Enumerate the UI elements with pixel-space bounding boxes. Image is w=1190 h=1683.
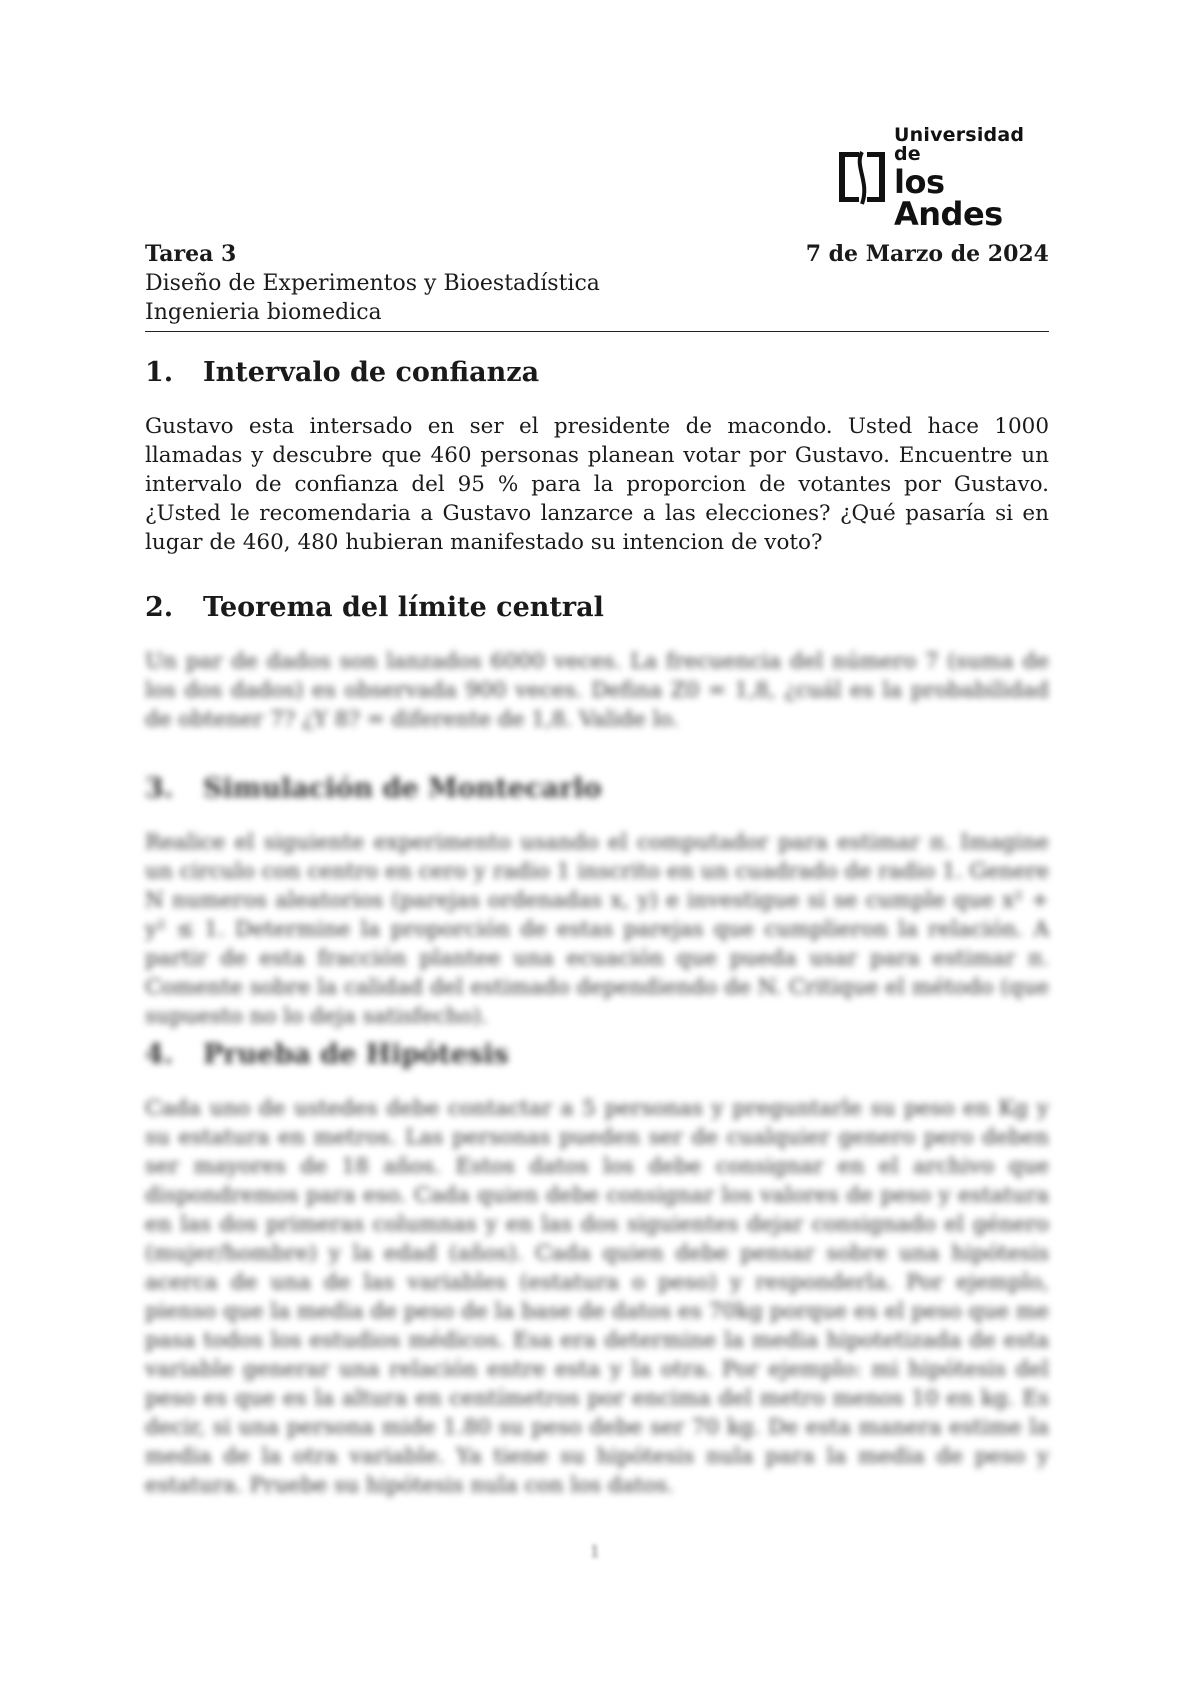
section-confidence-interval [145,356,1049,557]
section-number: 2. [145,592,174,623]
university-logo [836,124,1046,233]
section-title: Teorema del límite central [203,592,604,623]
logo-line-2: los Andes [894,163,1003,233]
section-title: Prueba de Hipótesis [203,1039,509,1070]
section-number: 1. [145,357,174,388]
course-name: Diseño de Experimentos y Bioestadística [145,271,600,296]
document-header [145,240,1049,332]
section-number: 4. [145,1039,174,1070]
section-body: Realice el siguiente experimento usando el computador para estimar π. Imagine un circulo con centro en cero y radio 1 inscrito en un cuadrado de radio 1. Genere N numeros aleatorios (parejas ordenadas x, y) e investigue si se cumple que x² + y² ≤ 1. Determine la proporción de estas parejas que cumplieron la relación. A partir de esta fracción plantee una ecuación que pueda usar para estimar π. Comente sobre la calidad del estimado dependiendo de N. Critique el método (que supuesto no lo deja satisfecho). [145,830,1049,1029]
section-body: Cada uno de ustedes debe contactar a 5 personas y preguntarle su peso en Kg y su estatura en metros. Las personas pueden ser de cualquier genero pero deben ser mayores de 18 años. Estos datos los debe consignar en el archivo que dispondremos para eso. Cada quien debe consignar los valores de peso y estatura en las dos primeras columnas y en las dos siguientes dejar consignado el género (mujer/hombre) y la edad (años). Cada quien debe pensar sobre una hipótesis acerca de una de las variables (estatura o peso) y responderla. Por ejemplo, pienso que la media de peso de la base de datos es 70kg porque es el peso que me pasa todos los estudios médicos. Esa era determine la media hipotetizada de esta variable generar una relación entre esta y la otra. Por ejemplo: mi hipótesis del peso es que es la altura en centímetros por encima del metro menos 10 en kg. Es decir, si una persona mide 1.80 su peso debe ser 70 kg. De esta manera estime la media de la otra variable. Ya tiene su hipótesis nula para la media de peso y estatura. Pruebe su hipótesis nula con los datos. [145,1096,1049,1498]
section-body: Gustavo esta intersado en ser el presidente de macondo. Usted hace 1000 llamadas y descubre que 460 personas planean votar por Gustavo. Encuentre un intervalo de confianza del 95 % para la proporcion de votantes por Gustavo. ¿Usted le recomendaria a Gustavo lanzarce a las elecciones? ¿Qué pasaría si en lugar de 460, 480 hubieran manifestado su intencion de voto? [145,414,1049,555]
section-hypothesis-test [145,1038,1049,1500]
section-heading [145,356,1049,390]
university-seal-icon [836,146,888,210]
section-heading [145,591,1049,625]
assignment-date: 7 de Marzo de 2024 [805,241,1049,267]
section-central-limit-theorem [145,591,1049,734]
section-title: Intervalo de confianza [203,357,540,388]
section-montecarlo [145,772,1049,1031]
section-heading [145,1038,1049,1072]
program-name: Ingenieria biomedica [145,300,382,325]
section-title: Simulación de Montecarlo [203,773,602,804]
section-number: 3. [145,773,174,804]
section-heading [145,772,1049,806]
logo-line-1: Universidad de [894,124,1025,165]
header-divider [145,331,1049,332]
page-number: 1 [589,1542,601,1561]
assignment-title: Tarea 3 [145,241,237,267]
section-body: Un par de dados son lanzados 6000 veces. La frecuencia del número 7 (suma de los dos dados) es observada 900 veces. Defina Z0 = 1,8, ¿cuál es la probabilidad de obtener 7? ¿Y 8? = diferente de 1,8. Valide lo. [145,649,1049,732]
logo-text [894,124,1046,233]
